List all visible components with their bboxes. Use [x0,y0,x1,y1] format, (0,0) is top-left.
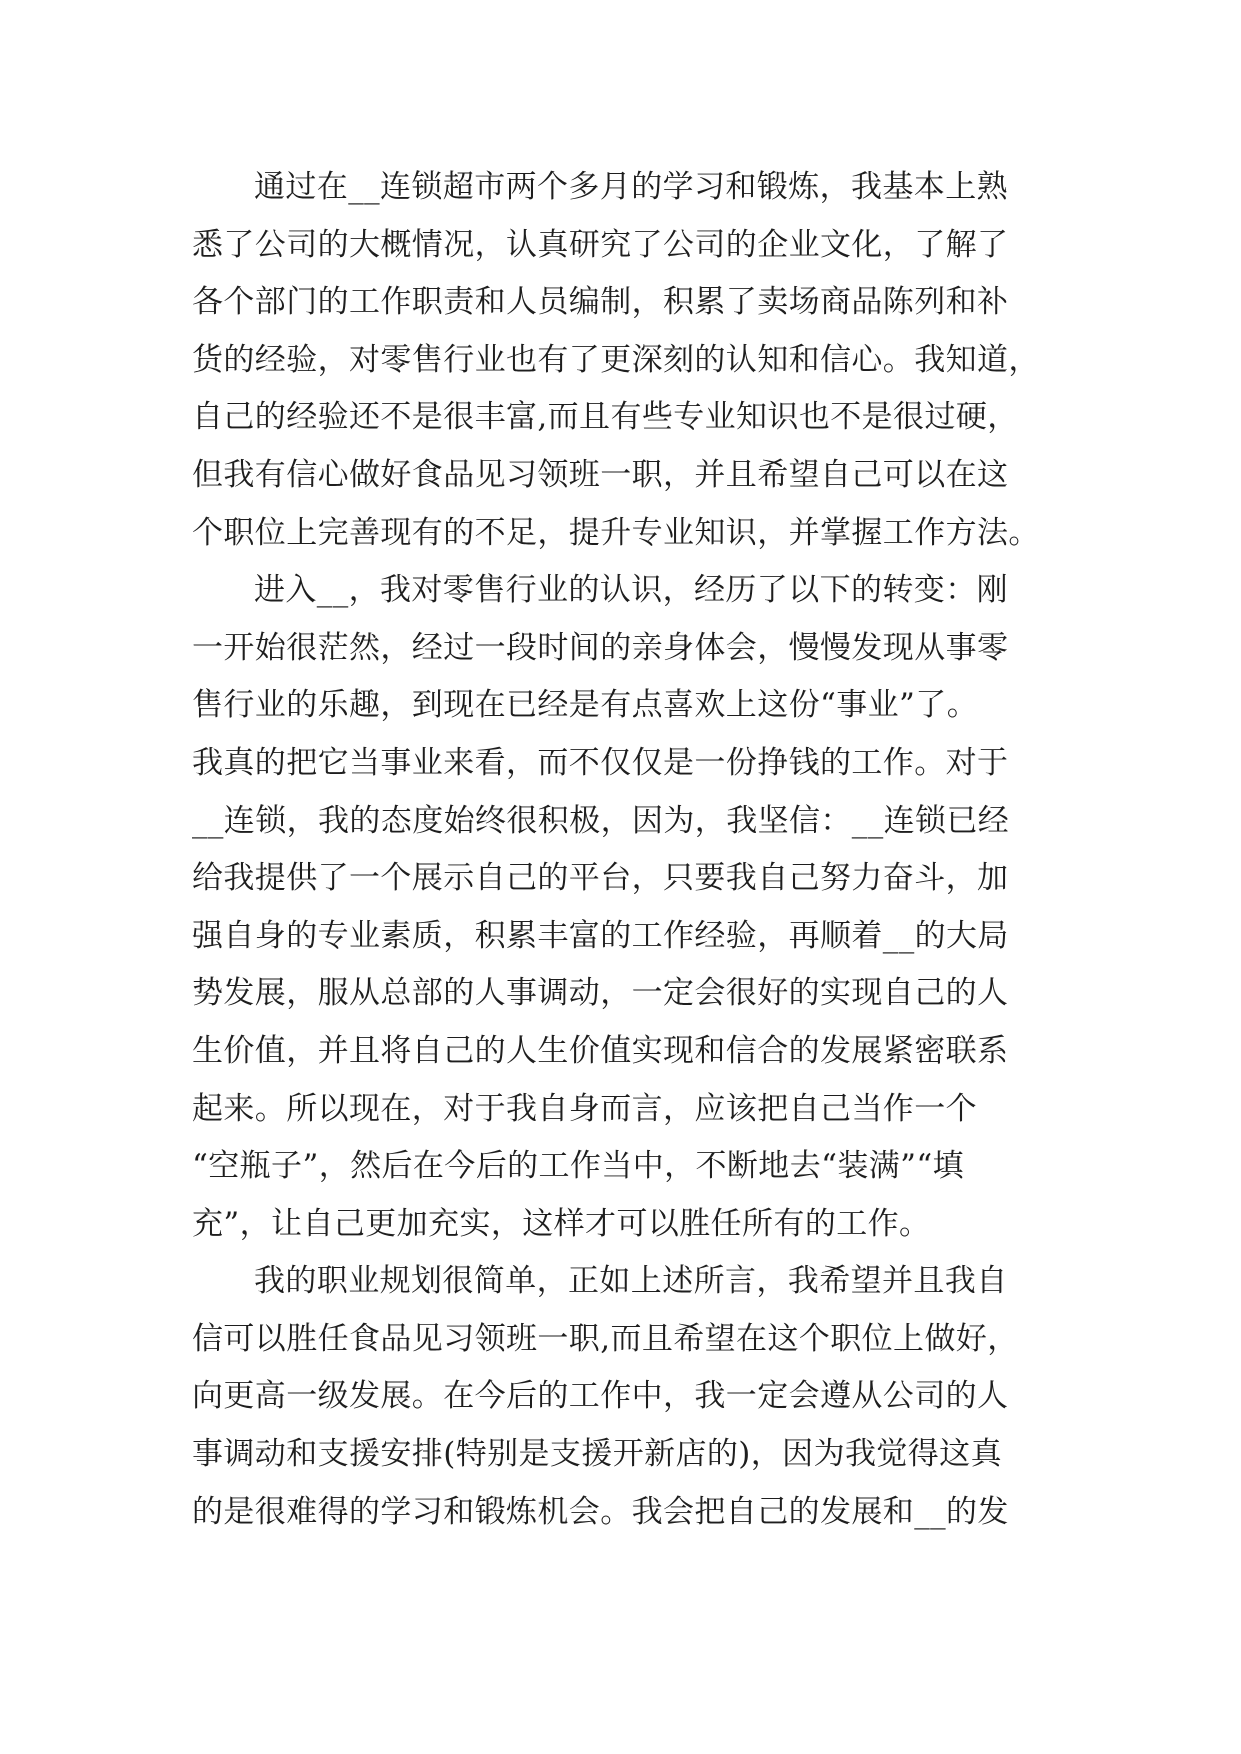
paragraph-line: 个职位上完善现有的不足，提升专业知识，并掌握工作方法。 [192,514,1040,551]
paragraph-line: 事调动和支援安排(特别是支援开新店的)，因为我觉得这真 [192,1436,1002,1473]
paragraph-line: 悉了公司的大概情况，认真研究了公司的企业文化，了解了 [192,226,1009,263]
paragraph-line: 充”，让自己更加充实，这样才可以胜任所有的工作。 [192,1205,931,1242]
paragraph-line: 售行业的乐趣，到现在已经是有点喜欢上这份“事业”了。 [192,687,979,724]
paragraph-line: 给我提供了一个展示自己的平台，只要我自己努力奋斗，加 [192,860,1009,897]
paragraph-line: 的是很难得的学习和锻炼机会。我会把自己的发展和__的发 [192,1493,1009,1530]
paragraph-line: 我真的把它当事业来看，而不仅仅是一份挣钱的工作。对于 [192,744,1009,781]
document-body [192,159,1072,1541]
paragraph-line: 一开始很茫然，经过一段时间的亲身体会，慢慢发现从事零 [192,629,1009,666]
paragraph-line: 我的职业规划很简单，正如上述所言，我希望并且我自 [254,1263,1008,1300]
paragraph-line: 进入__，我对零售行业的认识，经历了以下的转变：刚 [254,572,1008,609]
paragraph-line: 自己的经验还不是很丰富,而且有些专业知识也不是很过硬， [192,399,1019,436]
paragraph-line: “空瓶子”，然后在今后的工作当中，不断地去“装满”“填 [192,1148,965,1185]
paragraph-line: 但我有信心做好食品见习领班一职，并且希望自己可以在这 [192,456,1009,493]
paragraph-line: 信可以胜任食品见习领班一职,而且希望在这个职位上做好， [192,1320,1019,1357]
paragraph-line: 强自身的专业素质，积累丰富的工作经验，再顺着__的大局 [192,917,1009,954]
paragraph-3 [192,1253,1072,1541]
paragraph-line: 起来。所以现在，对于我自身而言，应该把自己当作一个 [192,1090,977,1127]
paragraph-line: 通过在__连锁超市两个多月的学习和锻炼，我基本上熟 [254,169,1008,205]
paragraph-line: 各个部门的工作职责和人员编制，积累了卖场商品陈列和补 [192,284,1009,321]
paragraph-line: 势发展，服从总部的人事调动，一定会很好的实现自己的人 [192,975,1009,1012]
paragraph-line: 货的经验，对零售行业也有了更深刻的认知和信心。我知道， [192,341,1040,378]
paragraph-2 [192,562,1072,1253]
paragraph-line: __连锁，我的态度始终很积极，因为，我坚信：__连锁已经 [192,802,1010,839]
paragraph-1 [192,159,1072,562]
paragraph-line: 向更高一级发展。在今后的工作中，我一定会遵从公司的人 [192,1378,1009,1415]
paragraph-line: 生价值，并且将自己的人生价值实现和信合的发展紧密联系 [192,1032,1009,1069]
